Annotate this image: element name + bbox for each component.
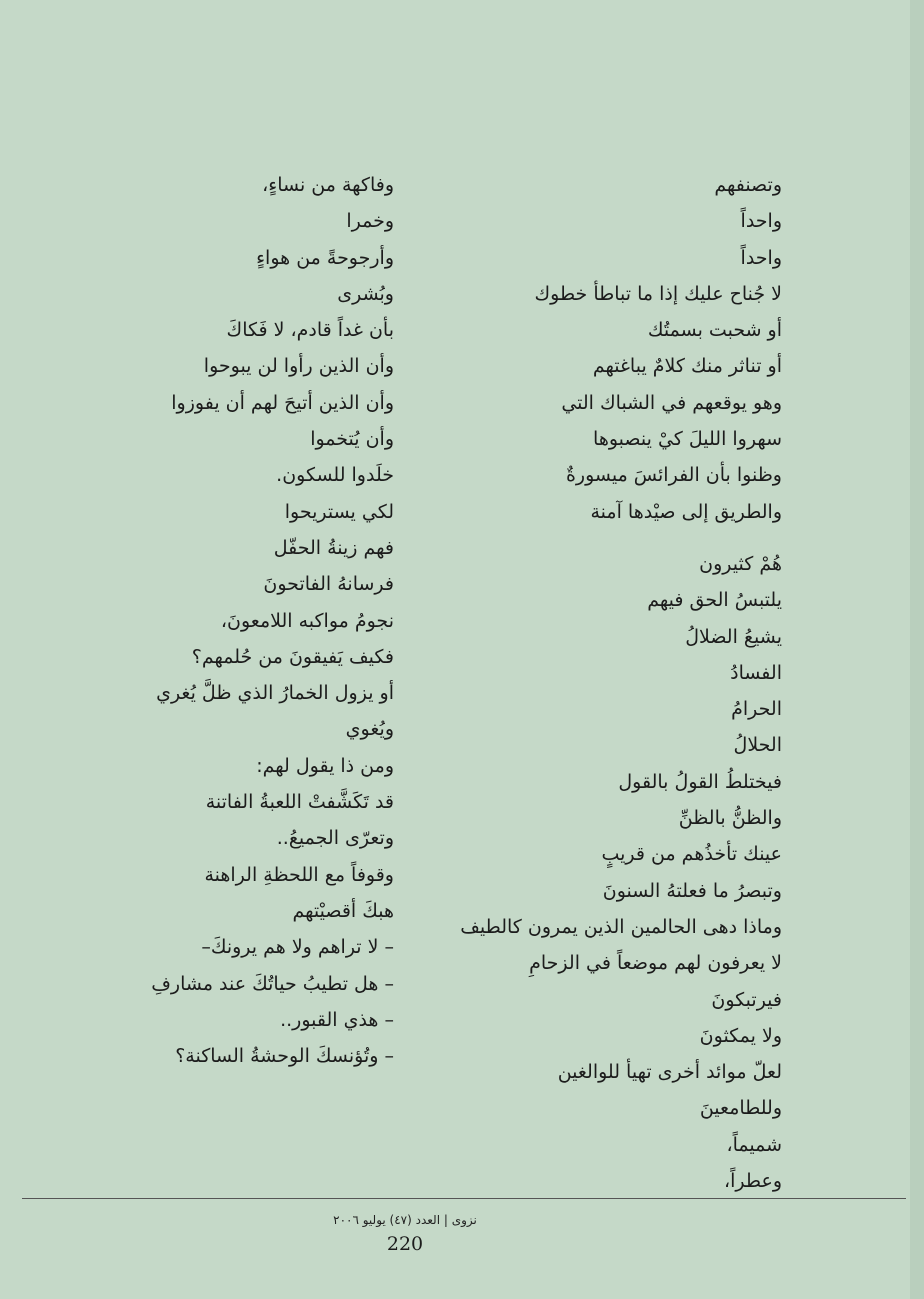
poem-line: – هذي القبور.. <box>280 1008 394 1031</box>
poem-line: وفاكهة من نساءٍ، <box>262 174 394 196</box>
poem-line: وظنوا بأن الفرائسَ ميسورةٌ <box>565 464 782 487</box>
poem-line: وعطراً، <box>724 1170 782 1193</box>
poem-line: وتعرّى الجميعُ.. <box>276 827 394 850</box>
poem-line: هبكَ أقصيْتهم <box>292 899 394 922</box>
page-edge <box>910 0 924 1299</box>
poem-line: واحداً <box>740 246 782 269</box>
poem-line: ومن ذا يقول لهم: <box>256 754 394 777</box>
poem-line: – وتُؤنسكَ الوحشةُ الساكنة؟ <box>175 1045 394 1068</box>
stanza-break <box>452 535 782 551</box>
poem-line: الحلالُ <box>733 734 782 757</box>
poem-line: أو تناثر منك كلامٌ يباغتهم <box>592 355 782 378</box>
poem-line: ويُغوي <box>345 718 394 741</box>
poem-line: فكيف يَفيقونَ من حُلمهم؟ <box>191 645 394 668</box>
poem-line: قد تَكَشَّفتْ اللعبةُ الفاتنة <box>205 791 394 814</box>
poem-line: هُمْ كثيرون <box>699 552 782 575</box>
poem-line: فهم زينةُ الحفّل <box>273 536 394 559</box>
footer-rule <box>22 1198 906 1199</box>
poem-line: سهروا الليلَ كيْ ينصبوها <box>593 428 782 451</box>
poem-line: وهو يوقعهم في الشباك التي <box>561 391 782 414</box>
poem-line: وقوفاً مع اللحظةِ الراهنة <box>204 863 394 886</box>
poem-line: وتبصرُ ما فعلتهُ السنونَ <box>602 879 782 902</box>
poem-line: وأن يُتخموا <box>310 428 394 451</box>
poem-line: والظنُّ بالظنِّ <box>678 807 782 830</box>
poem-line: أو يزول الخمارُ الذي ظلَّ يُغري <box>156 682 394 705</box>
poem-line: الفسادُ <box>730 661 782 684</box>
poem-line: وأرجوحةً من هواءٍ <box>256 246 394 269</box>
poem-line: فيختلطُ القولُ بالقول <box>618 770 782 793</box>
poem-line: وبُشرى <box>337 282 394 305</box>
poem-line: لكي يستريحوا <box>284 500 394 523</box>
poem-line: الحرامُ <box>731 698 782 721</box>
poem-column-left <box>34 172 394 1079</box>
poem-line: وخمرا <box>346 210 394 233</box>
poem-line: – هل تطيبُ حياتُكَ عند مشارفِ <box>151 972 394 995</box>
poem-line: لا يعرفون لهم موضعاً في الزحامِ <box>529 952 782 975</box>
poem-line: نجومُ مواكبه اللامعونَ، <box>220 609 394 632</box>
poem-line: فيرتبكونَ <box>711 988 782 1011</box>
poem-line: ولا يمكثونَ <box>699 1024 782 1047</box>
poem-line: لا جُناح عليك إذا ما تباطأ خطوك <box>534 282 782 305</box>
poem-line: فرسانهُ الفاتحونَ <box>263 573 394 596</box>
poem-line: وأن الذين رأوا لن يبوحوا <box>203 355 394 378</box>
poem-line: لعلّ موائد أخرى تهيأ للوالغين <box>557 1061 782 1084</box>
poem-line: خلَدوا للسكون. <box>276 464 394 487</box>
poem-line: شميماً، <box>726 1133 782 1156</box>
poem-line: يلتبسُ الحق فيهم <box>647 589 782 612</box>
poem-line: وماذا دهى الحالمين الذين يمرون كالطيف <box>460 915 782 938</box>
poem-line: يشيعُ الضلالُ <box>685 625 782 648</box>
poem-line: بأن غداً قادم، لا فَكاكَ <box>226 319 394 342</box>
poem-line: واحداً <box>740 210 782 233</box>
poem-line: وللطامعينَ <box>699 1097 782 1120</box>
issue-info: نزوى | العدد (٤٧) يوليو ٢٠٠٦ <box>333 1213 477 1227</box>
page-footer <box>0 1213 810 1255</box>
poem-column-right <box>452 172 782 1204</box>
poem-line: والطريق إلى صيْدها آمنة <box>590 500 782 523</box>
poem-line: – لا تراهم ولا هم يرونكَ– <box>201 936 394 959</box>
poem-line: وتصنفهم <box>714 174 782 196</box>
page-number: 220 <box>386 1233 424 1255</box>
poem-line: وأن الذين أتيحَ لهم أن يفوزوا <box>171 391 394 414</box>
poem-line: أو شحبت بسمتُك <box>647 319 782 342</box>
poem-line: عينك تأخذُهم من قريبٍ <box>601 843 782 866</box>
